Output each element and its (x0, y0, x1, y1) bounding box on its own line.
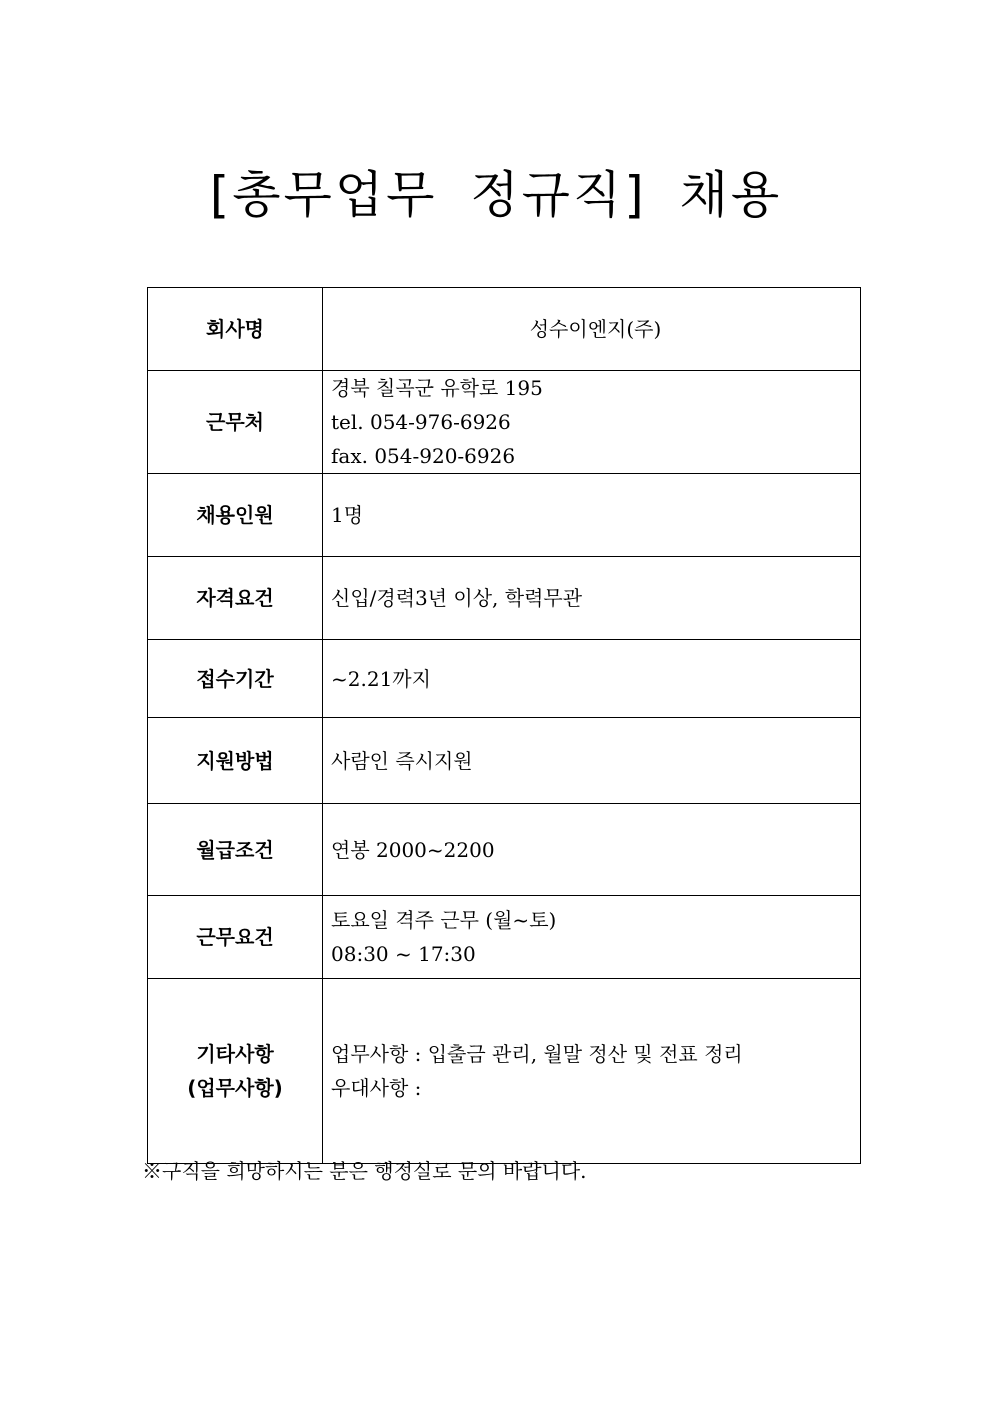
workplace-label: 근무처 (148, 371, 323, 474)
apply-method-line: 사람인 즉시지원 (331, 748, 473, 773)
footnote: ※구직을 희망하시는 분은 행정실로 문의 바랍니다. (142, 1159, 587, 1183)
company-name-line: 성수이엔지(주) (529, 317, 662, 341)
other-items-label-line2: (업무사항) (187, 1076, 283, 1100)
salary-value (323, 804, 861, 896)
workplace-address: 경북 칠곡군 유학로 195 (331, 376, 543, 400)
duties-line: 업무사항 : 입출금 관리, 월말 정산 및 전표 정리 (331, 1042, 743, 1066)
table-row (148, 718, 861, 804)
table-row (148, 804, 861, 896)
application-period-value (323, 640, 861, 718)
work-conditions-label: 근무요건 (148, 896, 323, 979)
other-items-label-line1: 기타사항 (196, 1042, 274, 1066)
qualification-label: 자격요건 (148, 557, 323, 640)
workplace-value (323, 371, 861, 474)
workplace-fax: fax. 054-920-6926 (331, 444, 516, 468)
table-row (148, 288, 861, 371)
salary-label: 월급조건 (148, 804, 323, 896)
qualification-value (323, 557, 861, 640)
workplace-tel: tel. 054-976-6926 (331, 410, 511, 434)
headcount-label: 채용인원 (148, 474, 323, 557)
table-row (148, 371, 861, 474)
company-name-value (323, 288, 861, 371)
headcount-value (323, 474, 861, 557)
company-name-label: 회사명 (148, 288, 323, 371)
table-row (148, 640, 861, 718)
table-row (148, 474, 861, 557)
other-items-label (148, 979, 323, 1164)
salary-line: 연봉 2000~2200 (331, 837, 495, 862)
job-posting-table (147, 287, 861, 1164)
work-conditions-value (323, 896, 861, 979)
page-title: [총무업무 정규직] 채용 (209, 166, 783, 224)
qualification-line: 신입/경력3년 이상, 학력무관 (331, 586, 583, 610)
table-row (148, 557, 861, 640)
apply-method-value (323, 718, 861, 804)
table-row (148, 896, 861, 979)
application-period-label: 접수기간 (148, 640, 323, 718)
apply-method-label: 지원방법 (148, 718, 323, 804)
work-hours-line: 08:30 ~ 17:30 (331, 942, 476, 966)
table-row (148, 979, 861, 1164)
preferences-line: 우대사항 : (331, 1076, 422, 1100)
work-days-line: 토요일 격주 근무 (월~토) (331, 908, 557, 932)
headcount-line: 1명 (331, 503, 364, 527)
other-items-value (323, 979, 861, 1164)
application-period-line: ~2.21까지 (331, 666, 431, 691)
